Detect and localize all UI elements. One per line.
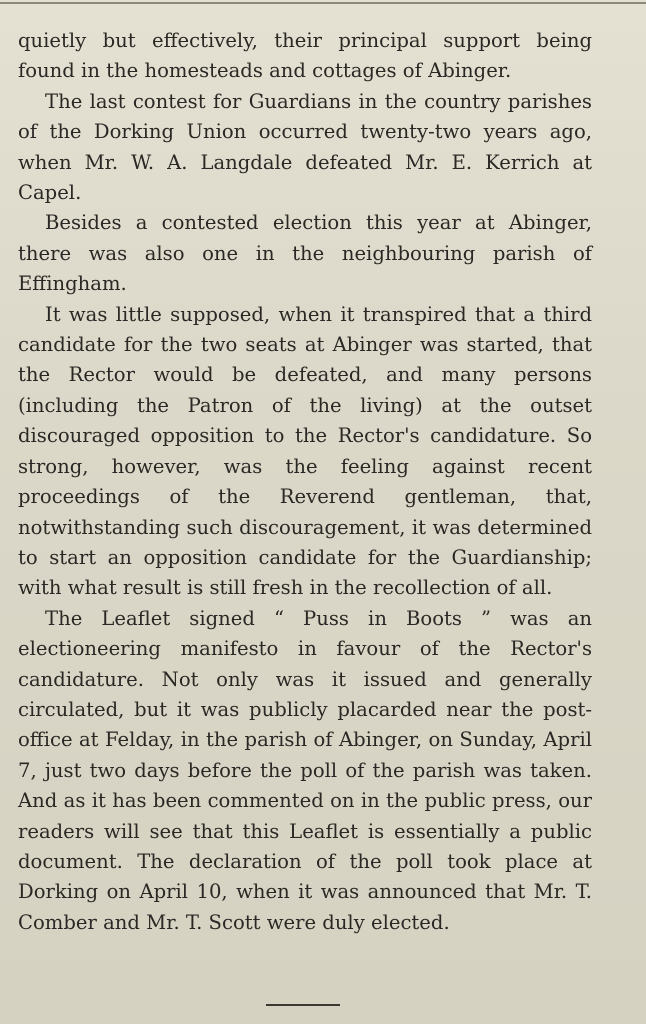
article-text [18,26,592,938]
section-end-rule [266,1004,340,1006]
paragraph-rector-defeated: It was little supposed, when it transpired that a third candidate for the two seats at Abinger was started, that the Rector would be defeated, and many persons (including the Patron of the living) at the outset discouraged opposition to the Rector's candidature. So strong, however, was the feeling against recent proceedings of the Reverend gentleman, that, notwithstanding such discouragement, it was determined to start an opposition candidate for the Guardianship; with what result is still fresh in the recollection of all. [18,302,592,600]
top-border-rule [0,2,646,4]
paragraph-continuation: quietly but effectively, their principal support being found in the homesteads and cottages of Abinger. [18,29,592,83]
paragraph-effingham: Besides a contested election this year at Abinger, there was also one in the neighbouring parish of Effingham. [18,211,592,296]
paragraph-leaflet: The Leaflet signed “ Puss in Boots ” was an electioneering manifesto in favour of the Rector's candidature. Not only was it issued and generally circulated, but it was publicly placarded near the post-office at Felday, in the parish of Abinger, on Sunday, April 7, just two days before the poll of the parish was taken. And as it has been commented on in the public press, our readers will see that this Leaflet is essentially a public document. The declaration of the poll took place at Dorking on April 10, when it was announced that Mr. T. Comber and Mr. T. Scott were duly elected. [18,606,592,934]
paragraph-last-contest: The last contest for Guardians in the country parishes of the Dorking Union occurred twenty-two years ago, when Mr. W. A. Langdale defeated Mr. E. Kerrich at Capel. [18,89,592,205]
